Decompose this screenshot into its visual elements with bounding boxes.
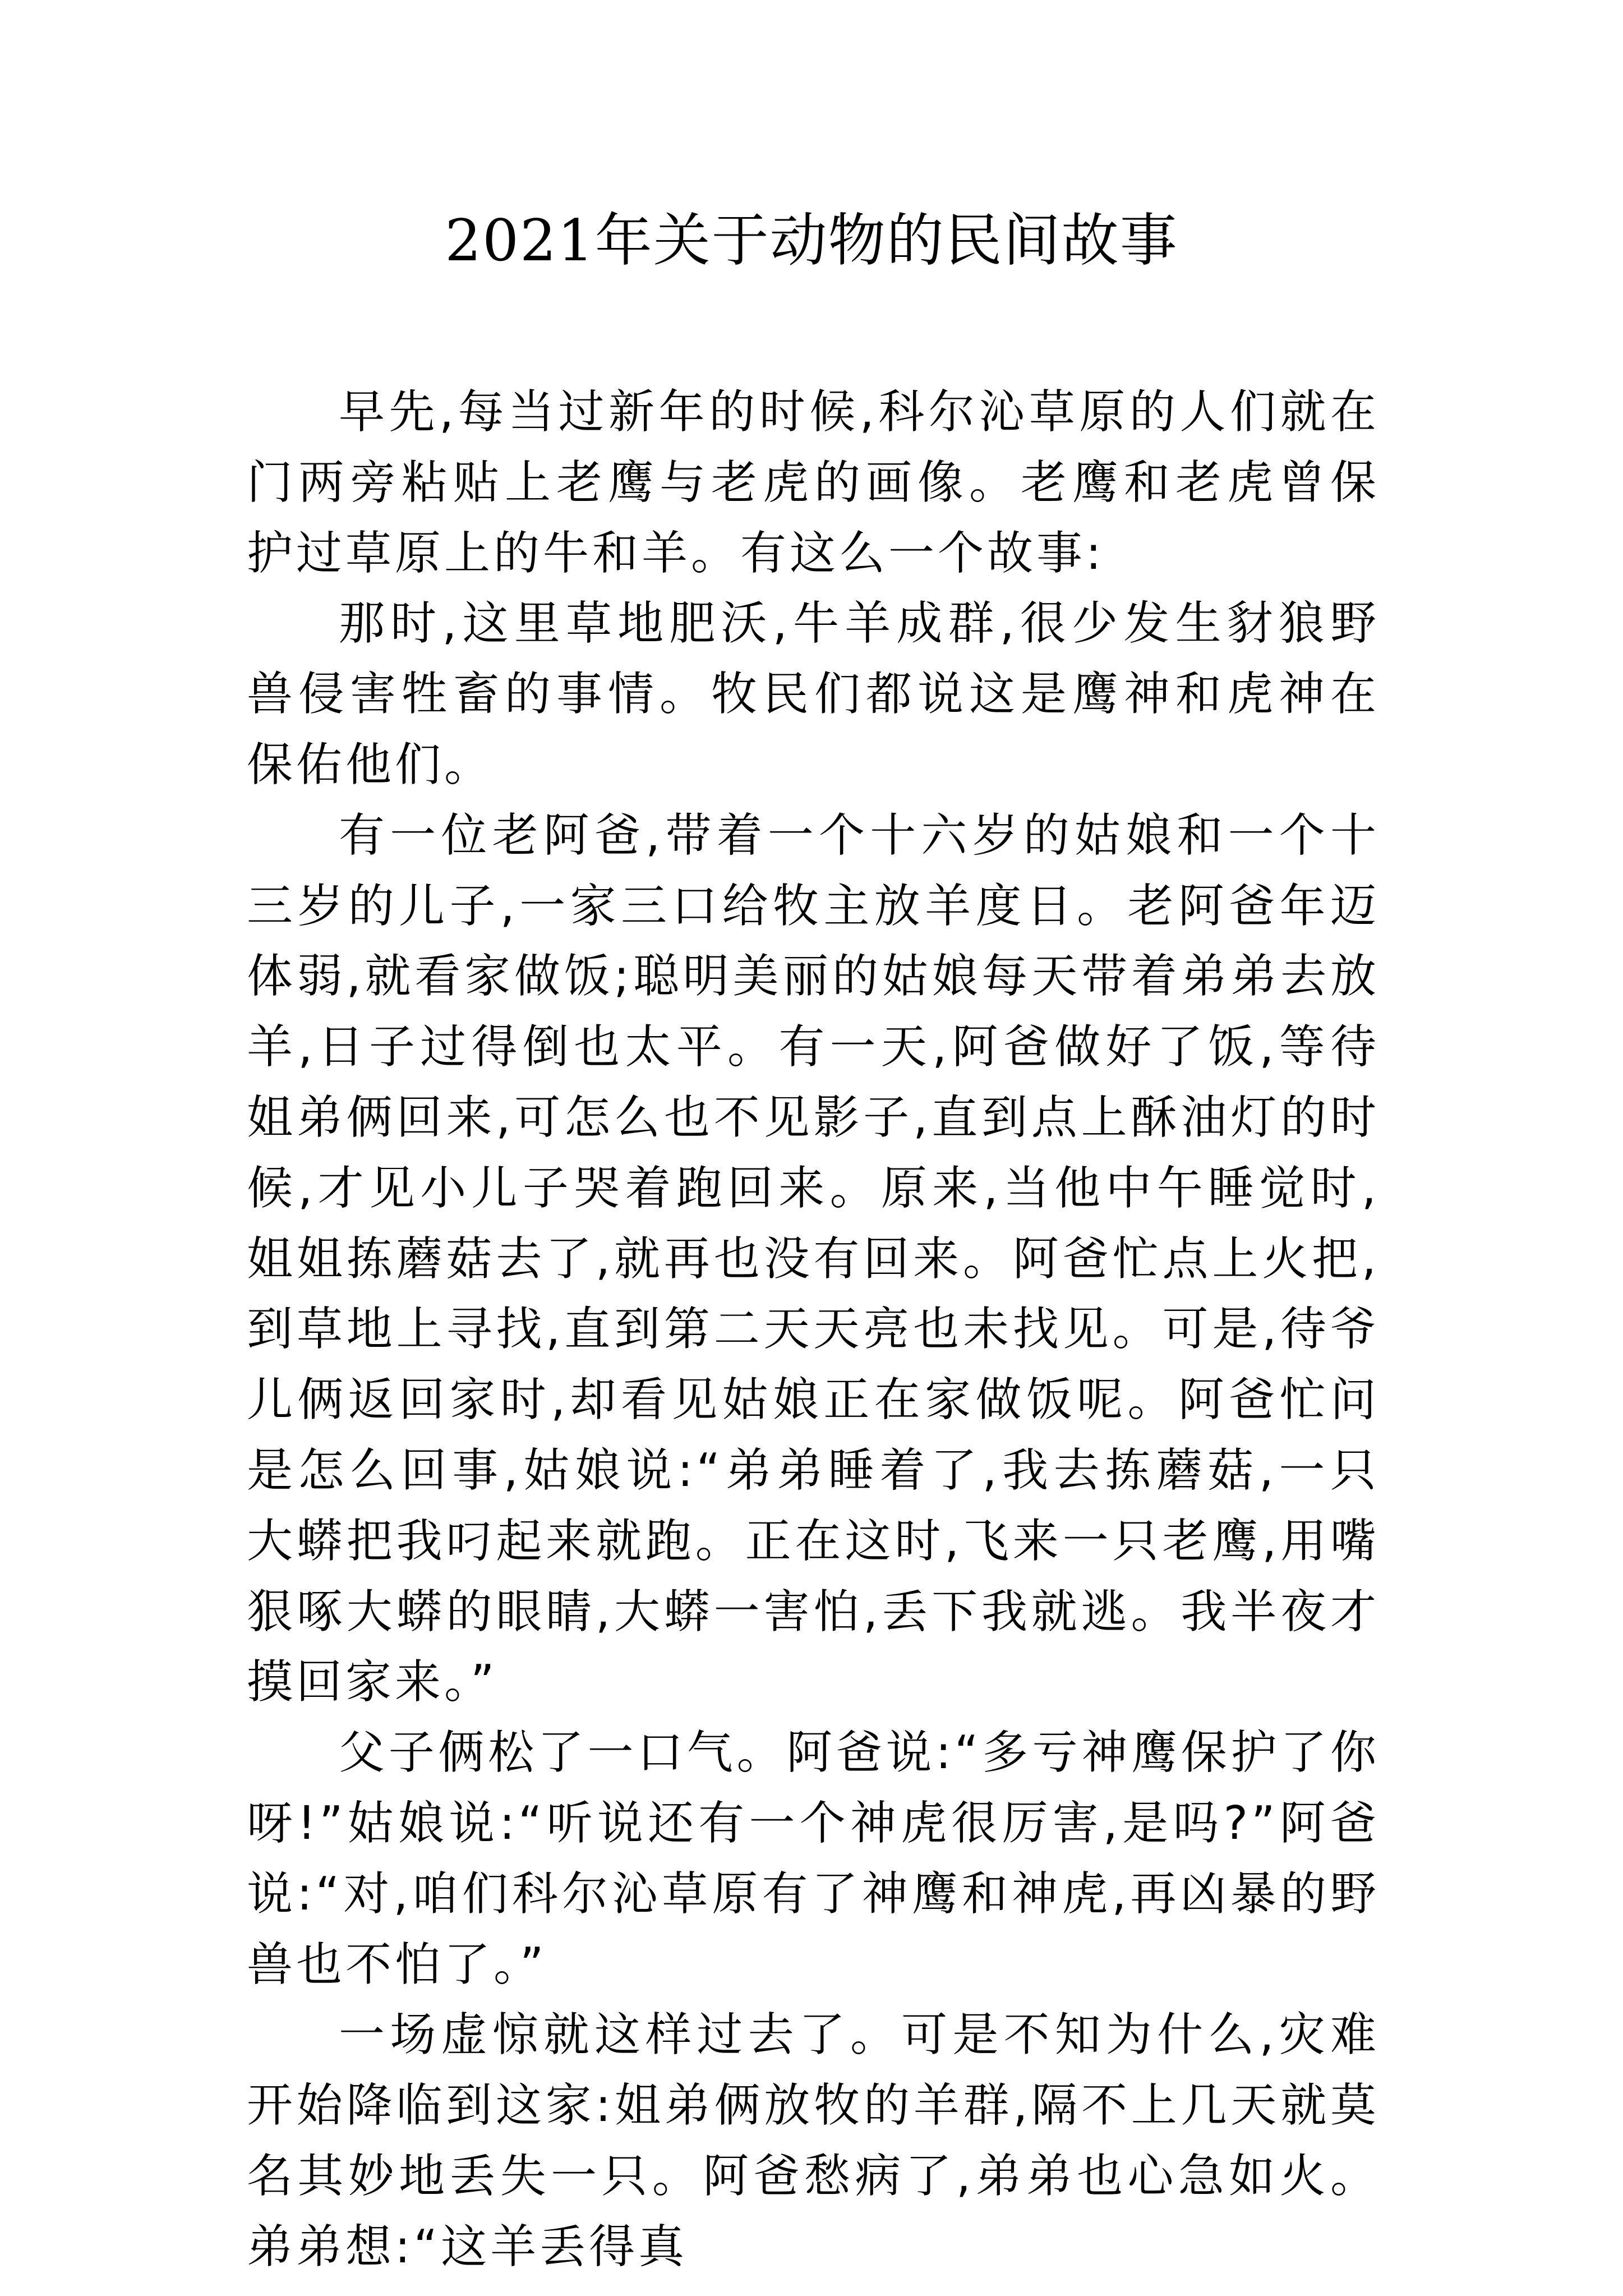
paragraph-1: 早先,每当过新年的时候,科尔沁草原的人们就在门两旁粘贴上老鹰与老虎的画像。老鹰和老虎曾保护过草原上的牛和羊。有这么一个故事:	[247, 385, 1380, 580]
paragraph-2: 那时,这里草地肥沃,牛羊成群,很少发生豺狼野兽侵害牲畜的事情。牧民们都说这是鹰神和虎神在保佑他们。	[247, 597, 1380, 792]
paragraph-4: 父子俩松了一口气。阿爸说:“多亏神鹰保护了你呀!”姑娘说:“听说还有一个神虎很厉害,是吗?”阿爸说:“对,咱们科尔沁草原有了神鹰和神虎,再凶暴的野兽也不怕了。”	[247, 1726, 1380, 1991]
paragraph-5: 一场虚惊就这样过去了。可是不知为什么,灾难开始降临到这家:姐弟俩放牧的羊群,隔不上几天就莫名其妙地丢失一只。阿爸愁病了,弟弟也心急如火。弟弟想:“这羊丢得真	[247, 2008, 1380, 2274]
paragraph-3: 有一位老阿爸,带着一个十六岁的姑娘和一个十三岁的儿子,一家三口给牧主放羊度日。老阿爸年迈体弱,就看家做饭;聪明美丽的姑娘每天带着弟弟去放羊,日子过得倒也太平。有一天,阿爸做好了饭,等待姐弟俩回来,可怎么也不见影子,直到点上酥油灯的时候,才见小儿子哭着跑回来。原来,当他中午睡觉时,姐姐拣蘑菇去了,就再也没有回来。阿爸忙点上火把,到草地上寻找,直到第二天天亮也未找见。可是,待爷儿俩返回家时,却看见姑娘正在家做饭呢。阿爸忙问是怎么回事,姑娘说:“弟弟睡着了,我去拣蘑菇,一只大蟒把我叼起来就跑。正在这时,飞来一只老鹰,用嘴狠啄大蟒的眼睛,大蟒一害怕,丢下我就逃。我半夜才摸回家来。”	[247, 808, 1380, 1709]
document-title: 2021年关于动物的民间故事	[445, 208, 1178, 274]
document-body	[247, 377, 1380, 2283]
